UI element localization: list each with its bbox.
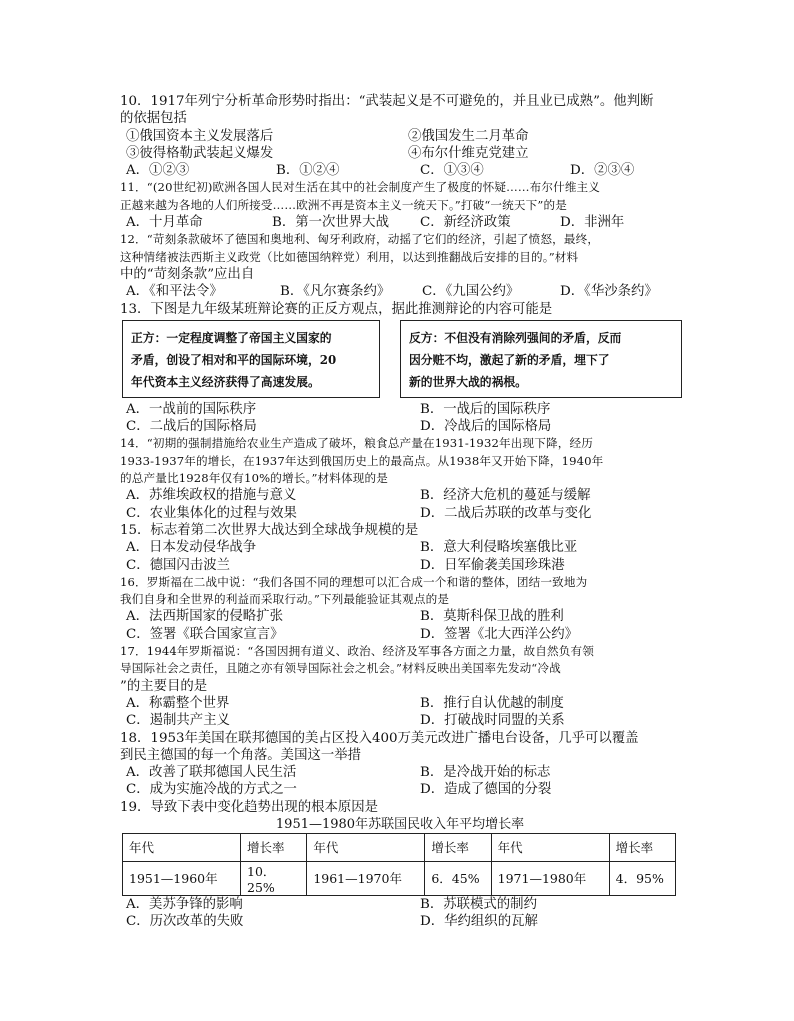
question-stem-line: 12．“苛刻条款破坏了德国和奥地利、匈牙利政府，动摇了它们的经济，引起了愤怒，最终， <box>120 232 600 247</box>
answer-options <box>120 505 680 522</box>
question-stem-line: ”的主要目的是 <box>120 678 208 694</box>
option-b[interactable]: B．一战后的国际秩序 <box>420 401 551 417</box>
option-c[interactable]: C．遏制共产主义 <box>126 713 230 729</box>
table-header-row <box>123 833 676 861</box>
question-stem-line: 18．1953年美国在联邦德国的美占区投入400万美元改进广播电台设备，几乎可以覆盖 <box>120 730 639 746</box>
option-c[interactable]: C．《九国公约》 <box>422 284 520 300</box>
question-stem-line: 中的“苛刻条款”应出自 <box>120 266 255 282</box>
table-header-cell: 年代 <box>123 833 241 861</box>
option-b[interactable]: B．①②④ <box>276 163 340 179</box>
exam-page <box>120 93 680 931</box>
option-d[interactable]: D．打破战时同盟的关系 <box>420 713 565 729</box>
question-stem-line: 19．导致下表中变化趋势出现的根本原因是 <box>120 799 379 815</box>
option-a[interactable]: A．法西斯国家的侵略扩张 <box>126 609 283 625</box>
option-a[interactable]: A．称霸整个世界 <box>126 695 230 711</box>
table-cell: 4．95% <box>609 861 675 895</box>
option-b[interactable]: B．《凡尔赛条约》 <box>280 284 391 300</box>
answer-options <box>120 162 680 179</box>
answer-options <box>120 764 680 781</box>
option-a[interactable]: A．苏维埃政权的措施与意义 <box>126 488 297 504</box>
option-c[interactable]: C．二战后的国际格局 <box>126 419 257 435</box>
option-d[interactable]: D．冷战后的国际格局 <box>420 419 552 435</box>
question-stem-line: 到民主德国的每一个角落。美国这一举措 <box>120 747 362 763</box>
answer-options <box>120 695 680 712</box>
answer-options <box>120 626 680 643</box>
option-c[interactable]: C．德国闪击波兰 <box>126 557 230 573</box>
option-b[interactable]: B．推行自认优越的制度 <box>420 695 564 711</box>
answer-options <box>120 712 680 729</box>
question-19 <box>120 799 680 931</box>
option-b[interactable]: B．是冷战开始的标志 <box>420 765 551 781</box>
answer-options <box>120 608 680 625</box>
question-stem-line: 正越来越为各地的人们所接受……欧洲不再是资本主义一统天下。”打破“一统天下”的是 <box>120 197 567 212</box>
question-stem-line: 导国际社会之责任，且随之亦有领导国际社会之机会。”材料反映出美国率先发动“冷战 <box>120 661 561 676</box>
option-d[interactable]: D．非洲年 <box>560 215 625 231</box>
option-a[interactable]: A．改善了联邦德国人民生活 <box>126 765 297 781</box>
answer-options <box>120 539 680 556</box>
answer-options <box>120 418 680 435</box>
option-c[interactable]: C．历次改革的失败 <box>126 914 244 930</box>
option-d[interactable]: D．②③④ <box>570 163 635 179</box>
question-stem-line: 10．1917年列宁分析革命形势时指出：“武装起义是不可避免的，并且业已成熟”。他判断 <box>120 94 654 109</box>
question-stem-line: 1933-1937年的增长，在1937年达到俄国历史上的最高点。从1938年又开始下降，1940年 <box>120 453 604 468</box>
answer-options <box>120 781 680 798</box>
box-line: 新的世界大战的祸根。 <box>409 374 527 389</box>
box-line: 因分赃不均，激起了新的矛盾，埋下了 <box>409 352 610 367</box>
growth-rate-table <box>122 833 676 896</box>
answer-options <box>120 913 680 930</box>
question-stem-line: 这种情绪被法西斯主义政党（比如德国纳粹党）利用，以达到推翻战后安排的目的。”材料 <box>120 249 579 264</box>
table-header-cell: 增长率 <box>425 833 491 861</box>
question-12 <box>120 231 680 300</box>
question-stem-line: 17．1944年罗斯福说：“各国因拥有道义、政治、经济及军事各方面之力量，故自然负有领 <box>120 644 595 659</box>
question-stem-line: 的总产量比1928年仅有10%的增长。”材料体现的是 <box>120 471 388 486</box>
option-a[interactable]: A．美苏争锋的影响 <box>126 896 243 912</box>
question-13 <box>120 301 680 436</box>
option-d[interactable]: D．签署《北大西洋公约》 <box>420 626 579 642</box>
negative-box <box>400 320 682 398</box>
table-header-cell: 年代 <box>307 833 425 861</box>
option-d[interactable]: D．《华沙条约》 <box>560 284 658 300</box>
option-d[interactable]: D．日军偷袭美国珍珠港 <box>420 557 565 573</box>
answer-options <box>120 283 680 300</box>
question-14 <box>120 435 680 521</box>
question-18 <box>120 730 680 799</box>
option-b[interactable]: B．经济大危机的蔓延与缓解 <box>420 488 591 504</box>
question-15 <box>120 522 680 574</box>
question-stem-line: 我们自身和全世界的利益而采取行动。”下列最能验证其观点的是 <box>120 592 450 607</box>
question-stem-line: 的依据包括 <box>120 111 187 127</box>
question-stem-line: 14．“初期的强制措施给农业生产造成了破坏，粮食总产量在1931-1932年出现下降，经历 <box>120 436 593 451</box>
table-cell: 10．25% <box>241 861 307 895</box>
option-d[interactable]: D．华约组织的瓦解 <box>420 914 538 930</box>
debate-boxes <box>120 320 680 400</box>
table-header-cell: 增长率 <box>609 833 675 861</box>
option-b[interactable]: B．苏联模式的制约 <box>420 896 537 912</box>
answer-options <box>120 487 680 504</box>
table-header-cell: 年代 <box>491 833 609 861</box>
table-cell: 6．45% <box>425 861 491 895</box>
statement-item: ④布尔什维克党建立 <box>408 145 529 161</box>
option-d[interactable]: D．二战后苏联的改革与变化 <box>420 505 592 521</box>
statement-item: ①俄国资本主义发展落后 <box>126 128 274 144</box>
question-17 <box>120 643 680 729</box>
option-c[interactable]: C．农业集体化的过程与效果 <box>126 505 297 521</box>
option-c[interactable]: C．新经济政策 <box>420 215 511 231</box>
question-16 <box>120 574 680 643</box>
statement-row <box>120 145 680 162</box>
option-d[interactable]: D．造成了德国的分裂 <box>420 782 552 798</box>
question-stem-line: 13．下图是九年级某班辩论赛的正反方观点，据此推测辩论的内容可能是 <box>120 301 553 317</box>
question-10 <box>120 93 680 179</box>
answer-options <box>120 896 680 913</box>
table-cell: 1951—1960年 <box>123 861 241 895</box>
box-line: 年代资本主义经济获得了高速发展。 <box>131 374 320 389</box>
option-c[interactable]: C．签署《联合国家宣言》 <box>126 626 284 642</box>
question-stem-line: 15．标志着第二次世界大战达到全球战争规模的是 <box>120 522 419 538</box>
table-header-cell: 增长率 <box>241 833 307 861</box>
affirmative-box <box>122 320 380 398</box>
answer-options <box>120 214 680 231</box>
statement-item: ②俄国发生二月革命 <box>408 128 529 144</box>
question-stem-line: 16．罗斯福在二战中说：“我们各国不同的理想可以汇合成一个和谐的整体，团结一致地为 <box>120 574 588 589</box>
question-11 <box>120 179 680 231</box>
statement-row <box>120 128 680 145</box>
option-c[interactable]: C．成为实施冷战的方式之一 <box>126 782 297 798</box>
option-a[interactable]: A．十月革命 <box>126 215 203 231</box>
option-a[interactable]: A．一战前的国际秩序 <box>126 401 257 417</box>
answer-options <box>120 557 680 574</box>
question-stem-line: 11．“(20世纪初)欧洲各国人民对生活在其中的社会制度产生了极度的怀疑……布尔什维主义 <box>120 180 601 195</box>
box-line: 正方：一定程度调整了帝国主义国家的 <box>131 330 332 345</box>
table-row <box>123 861 676 895</box>
table-caption: 1951—1980年苏联国民收入年平均增长率 <box>275 816 525 832</box>
option-b[interactable]: B．莫斯科保卫战的胜利 <box>420 609 564 625</box>
answer-options <box>120 401 680 418</box>
option-a[interactable]: A．①②③ <box>126 163 190 179</box>
box-line: 矛盾，创设了相对和平的国际环境，20 <box>131 352 337 367</box>
box-line: 反方：不但没有消除列强间的矛盾，反而 <box>409 330 622 345</box>
statement-item: ③彼得格勒武装起义爆发 <box>126 145 274 161</box>
table-cell: 1961—1970年 <box>307 861 425 895</box>
option-a[interactable]: A．日本发动侵华战争 <box>126 540 257 556</box>
table-cell: 1971—1980年 <box>491 861 609 895</box>
option-c[interactable]: C．①③④ <box>420 163 484 179</box>
option-a[interactable]: A．《和平法令》 <box>126 284 223 300</box>
option-b[interactable]: B．第一次世界大战 <box>272 215 389 231</box>
option-b[interactable]: B．意大利侵略埃塞俄比亚 <box>420 540 578 556</box>
